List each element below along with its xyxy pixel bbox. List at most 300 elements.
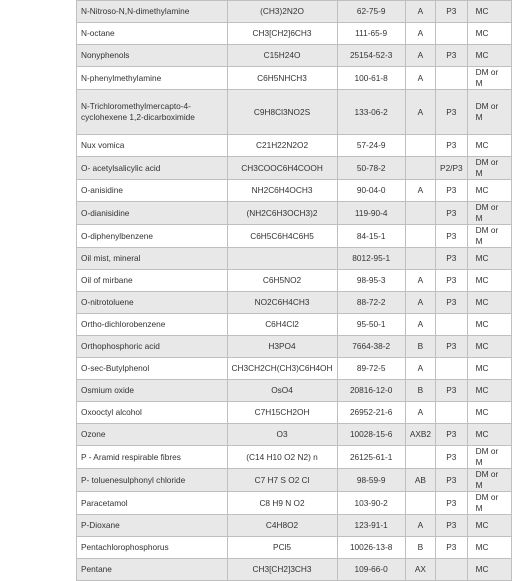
formula-cell: [227, 67, 337, 90]
cas-number-text: 88-72-2: [356, 297, 386, 307]
category-text: A: [417, 106, 424, 117]
substance-name-cell: [77, 358, 228, 380]
filter-class-cell: [436, 135, 468, 157]
substance-name-cell: [77, 492, 228, 515]
cas-number-text: 84-15-1: [356, 230, 386, 241]
substance-name-cell: [77, 1, 228, 23]
cas-number-text: 10026-13-8: [349, 542, 393, 552]
mask-type-text: MC: [475, 520, 489, 530]
filter-class-text: P3: [446, 253, 457, 263]
formula-cell: [227, 1, 337, 23]
formula-cell: [227, 23, 337, 45]
filter-class-cell: [436, 90, 468, 135]
table-row: [77, 559, 512, 581]
mask-type-cell: [467, 1, 511, 23]
table-row: [77, 492, 512, 515]
cas-number-cell: [337, 1, 405, 23]
table-row: [77, 248, 512, 270]
filter-class-text: P3: [446, 50, 457, 60]
substance-name-cell: [77, 202, 228, 225]
category-text: B: [417, 385, 424, 395]
category-cell: [405, 559, 435, 581]
table-row: [77, 537, 512, 559]
category-cell: [405, 336, 435, 358]
formula-cell: [227, 537, 337, 559]
cas-number-text: 95-50-1: [356, 319, 386, 329]
substance-name-text: P - Aramid respirable fibres: [81, 451, 181, 462]
substance-name-text: Orthophosphoric acid: [81, 341, 160, 351]
formula-text: CH3COOC6H4COOH: [241, 162, 323, 173]
mask-type-cell: [467, 270, 511, 292]
filter-class-cell: [436, 537, 468, 559]
table-row: [77, 270, 512, 292]
mask-type-text: MC: [475, 385, 489, 395]
category-cell: [405, 135, 435, 157]
mask-type-text: MC: [475, 6, 489, 16]
filter-class-cell: [436, 202, 468, 225]
mask-type-cell: [467, 90, 511, 135]
formula-cell: [227, 45, 337, 67]
mask-type-text: MC: [475, 140, 489, 150]
mask-type-cell: [467, 336, 511, 358]
substance-name-text: Osmium oxide: [81, 385, 135, 395]
table-row: [77, 380, 512, 402]
table-row: [77, 358, 512, 380]
substance-name-cell: [77, 248, 228, 270]
substance-name-cell: [77, 402, 228, 424]
filter-class-cell: [436, 314, 468, 336]
substance-name-text: O-diphenylbenzene: [81, 230, 153, 241]
category-cell: [405, 515, 435, 537]
mask-type-text: MC: [475, 275, 489, 285]
substance-name-text: N-Nitroso-N,N-dimethylamine: [81, 6, 190, 16]
substance-name-cell: [77, 67, 228, 90]
formula-cell: [227, 135, 337, 157]
cas-number-text: 25154-52-3: [349, 50, 393, 60]
filter-class-cell: [436, 469, 468, 492]
category-text: A: [417, 72, 424, 83]
category-text: A: [417, 520, 424, 530]
cas-number-text: 98-59-9: [356, 474, 386, 485]
substance-name-text: P- toluenesulphonyl chloride: [81, 474, 186, 485]
cas-number-text: 100-61-8: [354, 72, 388, 83]
category-cell: [405, 424, 435, 446]
cas-number-text: 57-24-9: [356, 140, 386, 150]
substance-name-text: O-dianisidine: [81, 207, 130, 218]
formula-text: C21H22N2O2: [255, 140, 309, 150]
category-text: A: [417, 275, 424, 285]
table-row: [77, 469, 512, 492]
table-row: [77, 157, 512, 180]
category-text: A: [417, 407, 424, 417]
mask-type-cell: [467, 492, 511, 515]
filter-class-cell: [436, 270, 468, 292]
category-text: AX: [414, 564, 426, 574]
category-cell: [405, 402, 435, 424]
formula-cell: [227, 446, 337, 469]
formula-text: OsO4: [271, 385, 293, 395]
substance-name-cell: [77, 180, 228, 202]
substance-name-text: O-sec-Butylphenol: [81, 363, 150, 373]
mask-type-text: MC: [475, 542, 489, 552]
cas-number-cell: [337, 248, 405, 270]
table-row: [77, 515, 512, 537]
substance-name-text: O- acetylsalicylic acid: [81, 162, 161, 173]
formula-text: C7 H7 S O2 Cl: [254, 474, 310, 485]
mask-type-text: MC: [475, 429, 489, 439]
cas-number-cell: [337, 402, 405, 424]
substance-name-text: Oil of mirbane: [81, 275, 133, 285]
table-row: [77, 314, 512, 336]
formula-cell: [227, 292, 337, 314]
mask-type-cell: [467, 469, 511, 492]
mask-type-cell: [467, 446, 511, 469]
cas-number-cell: [337, 202, 405, 225]
formula-cell: [227, 424, 337, 446]
chemical-table-body: [77, 1, 512, 581]
cas-number-text: 90-04-0: [356, 185, 386, 195]
table-row: [77, 225, 512, 248]
formula-text: NH2C6H4OCH3: [251, 185, 313, 195]
category-text: B: [417, 341, 424, 351]
filter-class-cell: [436, 23, 468, 45]
filter-class-cell: [436, 336, 468, 358]
filter-class-text: P3: [446, 140, 457, 150]
formula-text: C6H5C6H4C6H5: [250, 230, 314, 241]
mask-type-text: DM or M: [475, 225, 499, 246]
category-cell: [405, 90, 435, 135]
mask-type-cell: [467, 23, 511, 45]
filter-class-cell: [436, 45, 468, 67]
table-row: [77, 67, 512, 90]
category-text: A: [417, 297, 424, 307]
filter-class-cell: [436, 157, 468, 180]
mask-type-cell: [467, 67, 511, 90]
mask-type-cell: [467, 559, 511, 581]
cas-number-cell: [337, 537, 405, 559]
cas-number-cell: [337, 180, 405, 202]
cas-number-text: 98-95-3: [356, 275, 386, 285]
category-text: A: [417, 6, 424, 16]
formula-cell: [227, 469, 337, 492]
mask-type-text: MC: [475, 407, 489, 417]
category-cell: [405, 45, 435, 67]
formula-text: C9H8Cl3NO2S: [253, 106, 311, 117]
mask-type-cell: [467, 292, 511, 314]
substance-name-text: Nonyphenols: [81, 50, 130, 60]
formula-text: (CH3)2N2O: [260, 6, 304, 16]
formula-text: (C14 H10 O2 N2) n: [246, 451, 318, 462]
filter-class-text: P3: [446, 520, 457, 530]
cas-number-text: 10028-15-6: [349, 429, 393, 439]
mask-type-cell: [467, 248, 511, 270]
cas-number-cell: [337, 270, 405, 292]
cas-number-cell: [337, 559, 405, 581]
formula-text: H3PO4: [268, 341, 296, 351]
formula-text: C6H5NO2: [262, 275, 302, 285]
mask-type-text: DM or M: [475, 101, 499, 122]
category-text: A: [417, 28, 424, 38]
cas-number-cell: [337, 225, 405, 248]
substance-name-cell: [77, 90, 228, 135]
formula-cell: [227, 180, 337, 202]
formula-text: C6H4Cl2: [265, 319, 299, 329]
cas-number-text: 133-06-2: [354, 106, 388, 117]
mask-type-text: MC: [475, 319, 489, 329]
mask-type-text: MC: [475, 297, 489, 307]
substance-name-cell: [77, 157, 228, 180]
filter-class-text: P3: [446, 385, 457, 395]
filter-class-text: P3: [446, 497, 457, 508]
mask-type-text: MC: [475, 28, 489, 38]
formula-cell: [227, 515, 337, 537]
category-cell: [405, 292, 435, 314]
mask-type-cell: [467, 537, 511, 559]
formula-cell: [227, 492, 337, 515]
category-cell: [405, 225, 435, 248]
formula-cell: [227, 248, 337, 270]
substance-name-cell: [77, 225, 228, 248]
mask-type-cell: [467, 424, 511, 446]
category-text: A: [417, 363, 424, 373]
category-cell: [405, 248, 435, 270]
cas-number-text: 7664-38-2: [352, 341, 391, 351]
substance-name-text: N-phenylmethylamine: [81, 72, 162, 83]
substance-name-cell: [77, 469, 228, 492]
formula-cell: [227, 358, 337, 380]
substance-name-text: Pentane: [81, 564, 112, 574]
filter-class-text: P2/P3: [440, 162, 463, 173]
mask-type-text: DM or M: [475, 157, 499, 178]
substance-name-cell: [77, 424, 228, 446]
substance-name-text: Nux vomica: [81, 140, 125, 150]
category-text: A: [417, 319, 424, 329]
category-cell: [405, 380, 435, 402]
filter-class-cell: [436, 380, 468, 402]
chemical-table: [76, 0, 512, 581]
cas-number-cell: [337, 67, 405, 90]
category-cell: [405, 469, 435, 492]
formula-text: C6H5NHCH3: [257, 72, 307, 83]
category-cell: [405, 157, 435, 180]
substance-name-text: Paracetamol: [81, 497, 128, 508]
mask-type-text: MC: [475, 185, 489, 195]
table-row: [77, 446, 512, 469]
filter-class-text: P3: [446, 451, 457, 462]
substance-name-cell: [77, 515, 228, 537]
substance-name-text: Ozone: [81, 429, 106, 439]
filter-class-text: P3: [446, 6, 457, 16]
category-cell: [405, 446, 435, 469]
substance-name-text: Oxooctyl alcohol: [81, 407, 142, 417]
formula-cell: [227, 157, 337, 180]
mask-type-text: MC: [475, 363, 489, 373]
table-row: [77, 424, 512, 446]
filter-class-cell: [436, 180, 468, 202]
cas-number-text: 109-66-0: [354, 564, 388, 574]
mask-type-text: DM or M: [475, 469, 499, 490]
formula-text: C8 H9 N O2: [259, 497, 305, 508]
substance-name-cell: [77, 446, 228, 469]
cas-number-text: 8012-95-1: [352, 253, 391, 263]
formula-text: CH3CH2CH(CH3)C6H4OH: [231, 363, 333, 373]
category-cell: [405, 314, 435, 336]
cas-number-cell: [337, 45, 405, 67]
category-cell: [405, 67, 435, 90]
filter-class-cell: [436, 248, 468, 270]
substance-name-text: O-anisidine: [81, 185, 123, 195]
filter-class-text: P3: [446, 542, 457, 552]
formula-text: CH3[CH2]3CH3: [252, 564, 312, 574]
mask-type-text: MC: [475, 253, 489, 263]
filter-class-cell: [436, 292, 468, 314]
category-cell: [405, 180, 435, 202]
cas-number-text: 111-65-9: [355, 28, 388, 38]
mask-type-cell: [467, 358, 511, 380]
cas-number-cell: [337, 424, 405, 446]
formula-text: O3: [276, 429, 288, 439]
formula-text: (NH2C6H3OCH3)2: [246, 207, 318, 218]
formula-text: C7H15CH2OH: [254, 407, 310, 417]
filter-class-text: P3: [446, 297, 457, 307]
mask-type-text: DM or M: [475, 67, 499, 88]
filter-class-cell: [436, 559, 468, 581]
filter-class-text: P3: [446, 341, 457, 351]
filter-class-text: P3: [446, 106, 457, 117]
filter-class-cell: [436, 446, 468, 469]
table-row: [77, 135, 512, 157]
substance-name-text: Ortho-dichlorobenzene: [81, 319, 166, 329]
substance-name-text: N-octane: [81, 28, 115, 38]
formula-text: CH3[CH2]6CH3: [252, 28, 312, 38]
category-text: B: [417, 542, 424, 552]
mask-type-text: DM or M: [475, 492, 499, 513]
category-cell: [405, 202, 435, 225]
category-text: AB: [414, 474, 426, 485]
filter-class-cell: [436, 358, 468, 380]
substance-name-cell: [77, 537, 228, 559]
table-row: [77, 402, 512, 424]
cas-number-text: 26125-61-1: [349, 451, 393, 462]
substance-name-text: Pentachlorophosphorus: [81, 542, 169, 552]
cas-number-cell: [337, 23, 405, 45]
filter-class-text: P3: [446, 275, 457, 285]
substance-name-cell: [77, 559, 228, 581]
substance-name-text: P-Dioxane: [81, 520, 120, 530]
cas-number-cell: [337, 446, 405, 469]
filter-class-cell: [436, 424, 468, 446]
category-cell: [405, 537, 435, 559]
table-row: [77, 90, 512, 135]
cas-number-cell: [337, 135, 405, 157]
filter-class-text: P3: [446, 230, 457, 241]
mask-type-cell: [467, 314, 511, 336]
cas-number-text: 89-72-5: [356, 363, 386, 373]
formula-cell: [227, 270, 337, 292]
cas-number-cell: [337, 157, 405, 180]
formula-cell: [227, 225, 337, 248]
formula-text: C4H8O2: [265, 520, 299, 530]
substance-name-cell: [77, 270, 228, 292]
substance-name-cell: [77, 314, 228, 336]
formula-cell: [227, 202, 337, 225]
mask-type-cell: [467, 180, 511, 202]
filter-class-cell: [436, 515, 468, 537]
cas-number-cell: [337, 90, 405, 135]
cas-number-cell: [337, 492, 405, 515]
mask-type-cell: [467, 380, 511, 402]
cas-number-cell: [337, 515, 405, 537]
category-cell: [405, 358, 435, 380]
table-row: [77, 45, 512, 67]
cas-number-text: 20816-12-0: [349, 385, 393, 395]
substance-name-cell: [77, 135, 228, 157]
category-cell: [405, 1, 435, 23]
filter-class-cell: [436, 225, 468, 248]
cas-number-cell: [337, 380, 405, 402]
category-text: AXB2: [409, 429, 432, 439]
formula-cell: [227, 402, 337, 424]
filter-class-text: P3: [446, 474, 457, 485]
cas-number-cell: [337, 469, 405, 492]
cas-number-text: 119-90-4: [354, 207, 388, 218]
formula-cell: [227, 90, 337, 135]
mask-type-cell: [467, 157, 511, 180]
mask-type-cell: [467, 402, 511, 424]
substance-name-cell: [77, 23, 228, 45]
category-text: A: [417, 185, 424, 195]
substance-name-cell: [77, 336, 228, 358]
cas-number-text: 103-90-2: [354, 497, 388, 508]
substance-name-text: Oil mist, mineral: [81, 253, 141, 263]
formula-cell: [227, 336, 337, 358]
table-row: [77, 1, 512, 23]
cas-number-cell: [337, 358, 405, 380]
substance-name-cell: [77, 380, 228, 402]
table-row: [77, 23, 512, 45]
substance-name-text: O-nitrotoluene: [81, 297, 134, 307]
mask-type-cell: [467, 45, 511, 67]
substance-name-cell: [77, 45, 228, 67]
formula-cell: [227, 314, 337, 336]
category-cell: [405, 23, 435, 45]
mask-type-text: DM or M: [475, 446, 499, 467]
cas-number-cell: [337, 314, 405, 336]
filter-class-text: P3: [446, 429, 457, 439]
mask-type-cell: [467, 225, 511, 248]
table-row: [77, 202, 512, 225]
table-row: [77, 180, 512, 202]
table-row: [77, 336, 512, 358]
mask-type-cell: [467, 135, 511, 157]
formula-text: C15H24O: [263, 50, 301, 60]
mask-type-cell: [467, 202, 511, 225]
formula-text: NO2C6H4CH3: [254, 297, 310, 307]
cas-number-text: 50-78-2: [356, 162, 386, 173]
category-cell: [405, 270, 435, 292]
mask-type-text: MC: [475, 564, 489, 574]
filter-class-cell: [436, 402, 468, 424]
cas-number-cell: [337, 336, 405, 358]
cas-number-text: 123-91-1: [354, 520, 388, 530]
mask-type-text: MC: [475, 341, 489, 351]
filter-class-text: P3: [446, 185, 457, 195]
filter-class-cell: [436, 1, 468, 23]
mask-type-text: MC: [475, 50, 489, 60]
mask-type-cell: [467, 515, 511, 537]
formula-cell: [227, 380, 337, 402]
table-row: [77, 292, 512, 314]
